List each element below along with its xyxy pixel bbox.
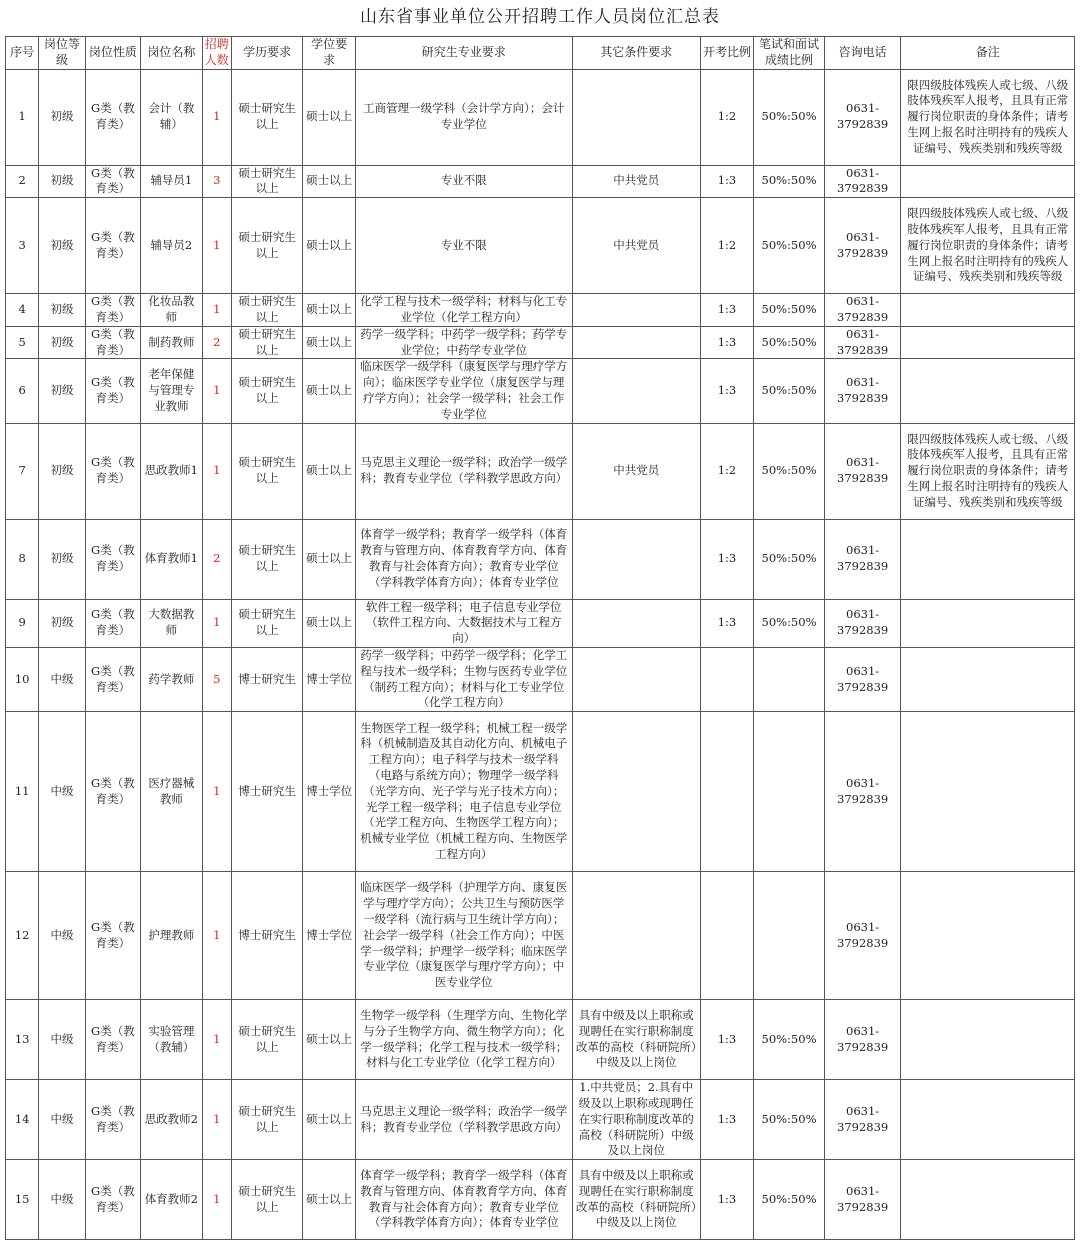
- table-row: [6, 519, 1075, 599]
- remark-cell: [901, 712, 1075, 872]
- post-level-cell: 中级: [39, 1160, 85, 1240]
- recruit-count-cell: 1: [202, 294, 231, 327]
- degree-req-cell: 博士学位: [303, 647, 355, 711]
- exam-ratio-cell: 1:3: [700, 1160, 753, 1240]
- table-row: [6, 1000, 1075, 1080]
- phone-cell: 0631-3792839: [824, 326, 901, 359]
- table-row: [6, 294, 1075, 327]
- row-number-cell: 2: [6, 165, 39, 198]
- major-req-cell: 生物学一级学科（生理学方向、生物化学与分子生物学方向、微生物学方向）；化学一级学科；化学工程与技术一级学科；材料与化工专业学位（化学工程方向）: [355, 1000, 572, 1080]
- remark-cell: [901, 647, 1075, 711]
- post-level-cell: 初级: [39, 359, 85, 423]
- education-req-cell: 硕士研究生以上: [231, 294, 303, 327]
- score-ratio-cell: [754, 647, 825, 711]
- table-row: [6, 1160, 1075, 1240]
- exam-ratio-cell: [700, 872, 753, 1000]
- post-level-cell: 初级: [39, 423, 85, 519]
- recruit-count-cell: 1: [202, 198, 231, 294]
- post-name-cell: 体育教师1: [141, 519, 203, 599]
- positions-table: [5, 36, 1075, 1240]
- post-name-cell: 医疗器械教师: [141, 712, 203, 872]
- degree-req-cell: 硕士以上: [303, 198, 355, 294]
- phone-cell: 0631-3792839: [824, 198, 901, 294]
- phone-cell: 0631-3792839: [824, 599, 901, 647]
- col-header: 岗位等级: [39, 37, 85, 70]
- other-req-cell: [572, 359, 700, 423]
- education-req-cell: 硕士研究生以上: [231, 359, 303, 423]
- education-req-cell: 硕士研究生以上: [231, 326, 303, 359]
- table-row: [6, 326, 1075, 359]
- degree-req-cell: 硕士以上: [303, 1160, 355, 1240]
- remark-cell: [901, 359, 1075, 423]
- table-row: [6, 647, 1075, 711]
- degree-req-cell: 博士学位: [303, 712, 355, 872]
- col-header: 学位要求: [303, 37, 355, 70]
- exam-ratio-cell: [700, 647, 753, 711]
- header-row: [6, 37, 1075, 70]
- col-header: 岗位性质: [85, 37, 140, 70]
- phone-cell: 0631-3792839: [824, 647, 901, 711]
- degree-req-cell: 博士学位: [303, 872, 355, 1000]
- education-req-cell: 硕士研究生以上: [231, 519, 303, 599]
- remark-cell: 限四级肢体残疾人或七级、八级肢体残疾军人报考，且具有正常履行岗位职责的身体条件；请考生网上报名时注明持有的残疾人证编号、残疾类别和残疾等级: [901, 69, 1075, 165]
- row-number-cell: 14: [6, 1080, 39, 1160]
- post-type-cell: G类（教育类）: [85, 519, 140, 599]
- post-name-cell: 护理教师: [141, 872, 203, 1000]
- remark-cell: [901, 872, 1075, 1000]
- phone-cell: 0631-3792839: [824, 359, 901, 423]
- col-header: 开考比例: [700, 37, 753, 70]
- phone-cell: 0631-3792839: [824, 165, 901, 198]
- exam-ratio-cell: 1:2: [700, 69, 753, 165]
- row-number-cell: 8: [6, 519, 39, 599]
- education-req-cell: 硕士研究生以上: [231, 198, 303, 294]
- post-type-cell: G类（教育类）: [85, 599, 140, 647]
- exam-ratio-cell: 1:3: [700, 294, 753, 327]
- col-header: 岗位名称: [141, 37, 203, 70]
- row-number-cell: 4: [6, 294, 39, 327]
- post-level-cell: 初级: [39, 165, 85, 198]
- table-row: [6, 1080, 1075, 1160]
- phone-cell: 0631-3792839: [824, 69, 901, 165]
- education-req-cell: 硕士研究生以上: [231, 69, 303, 165]
- post-type-cell: G类（教育类）: [85, 1000, 140, 1080]
- table-body: [6, 69, 1075, 1240]
- other-req-cell: 具有中级及以上职称或现聘任在实行职称制度改革的高校（科研院所）中级及以上岗位: [572, 1000, 700, 1080]
- education-req-cell: 硕士研究生以上: [231, 423, 303, 519]
- degree-req-cell: 硕士以上: [303, 1000, 355, 1080]
- post-level-cell: 中级: [39, 1000, 85, 1080]
- table-row: [6, 712, 1075, 872]
- education-req-cell: 硕士研究生以上: [231, 599, 303, 647]
- table-row: [6, 198, 1075, 294]
- col-header: 备注: [901, 37, 1075, 70]
- post-level-cell: 中级: [39, 1080, 85, 1160]
- post-name-cell: 药学教师: [141, 647, 203, 711]
- other-req-cell: [572, 712, 700, 872]
- post-level-cell: 初级: [39, 519, 85, 599]
- major-req-cell: 药学一级学科；中药学一级学科；药学专业学位；中药学专业学位: [355, 326, 572, 359]
- phone-cell: 0631-3792839: [824, 294, 901, 327]
- score-ratio-cell: 50%:50%: [754, 326, 825, 359]
- post-level-cell: 中级: [39, 647, 85, 711]
- col-header: 研究生专业要求: [355, 37, 572, 70]
- other-req-cell: 中共党员: [572, 165, 700, 198]
- remark-cell: [901, 1000, 1075, 1080]
- major-req-cell: 专业不限: [355, 198, 572, 294]
- major-req-cell: 软件工程一级学科；电子信息专业学位（软件工程方向、大数据技术与工程方向）: [355, 599, 572, 647]
- recruit-count-cell: 1: [202, 1000, 231, 1080]
- remark-cell: [901, 1080, 1075, 1160]
- post-level-cell: 初级: [39, 599, 85, 647]
- recruit-count-cell: 1: [202, 1160, 231, 1240]
- exam-ratio-cell: 1:2: [700, 423, 753, 519]
- recruit-count-cell: 3: [202, 165, 231, 198]
- post-type-cell: G类（教育类）: [85, 647, 140, 711]
- col-header: 序号: [6, 37, 39, 70]
- post-name-cell: 实验管理（教辅）: [141, 1000, 203, 1080]
- other-req-cell: [572, 326, 700, 359]
- education-req-cell: 博士研究生: [231, 712, 303, 872]
- post-level-cell: 初级: [39, 198, 85, 294]
- exam-ratio-cell: 1:3: [700, 519, 753, 599]
- score-ratio-cell: 50%:50%: [754, 1080, 825, 1160]
- col-header: 学历要求: [231, 37, 303, 70]
- education-req-cell: 硕士研究生以上: [231, 165, 303, 198]
- degree-req-cell: 硕士以上: [303, 294, 355, 327]
- table-row: [6, 599, 1075, 647]
- degree-req-cell: 硕士以上: [303, 359, 355, 423]
- phone-cell: 0631-3792839: [824, 872, 901, 1000]
- row-number-cell: 10: [6, 647, 39, 711]
- score-ratio-cell: 50%:50%: [754, 359, 825, 423]
- education-req-cell: 硕士研究生以上: [231, 1160, 303, 1240]
- row-number-cell: 15: [6, 1160, 39, 1240]
- other-req-cell: [572, 294, 700, 327]
- score-ratio-cell: [754, 872, 825, 1000]
- exam-ratio-cell: 1:3: [700, 326, 753, 359]
- post-name-cell: 制药教师: [141, 326, 203, 359]
- education-req-cell: 硕士研究生以上: [231, 1080, 303, 1160]
- recruit-count-cell: 1: [202, 69, 231, 165]
- row-number-cell: 11: [6, 712, 39, 872]
- major-req-cell: 专业不限: [355, 165, 572, 198]
- other-req-cell: 具有中级及以上职称或现聘任在实行职称制度改革的高校（科研院所）中级及以上岗位: [572, 1160, 700, 1240]
- score-ratio-cell: 50%:50%: [754, 599, 825, 647]
- score-ratio-cell: 50%:50%: [754, 69, 825, 165]
- score-ratio-cell: 50%:50%: [754, 423, 825, 519]
- phone-cell: 0631-3792839: [824, 1000, 901, 1080]
- recruit-count-cell: 1: [202, 1080, 231, 1160]
- exam-ratio-cell: 1:3: [700, 359, 753, 423]
- degree-req-cell: 硕士以上: [303, 423, 355, 519]
- post-level-cell: 初级: [39, 294, 85, 327]
- remark-cell: 限四级肢体残疾人或七级、八级肢体残疾军人报考，且具有正常履行岗位职责的身体条件；请考生网上报名时注明持有的残疾人证编号、残疾类别和残疾等级: [901, 198, 1075, 294]
- remark-cell: [901, 519, 1075, 599]
- other-req-cell: 中共党员: [572, 198, 700, 294]
- major-req-cell: 临床医学一级学科（护理学方向、康复医学与理疗学方向）；公共卫生与预防医学一级学科（流行病与卫生统计学方向）；社会学一级学科（社会工作方向）；中医学一级学科；护理学一级学科；临床医学专业学位（康复医学与理疗学方向）；中医专业学位: [355, 872, 572, 1000]
- post-level-cell: 中级: [39, 872, 85, 1000]
- score-ratio-cell: 50%:50%: [754, 294, 825, 327]
- post-name-cell: 老年保健与管理专业教师: [141, 359, 203, 423]
- exam-ratio-cell: 1:3: [700, 599, 753, 647]
- education-req-cell: 博士研究生: [231, 872, 303, 1000]
- remark-cell: 限四级肢体残疾人或七级、八级肢体残疾军人报考，且具有正常履行岗位职责的身体条件；请考生网上报名时注明持有的残疾人证编号、残疾类别和残疾等级: [901, 423, 1075, 519]
- recruit-count-cell: 1: [202, 599, 231, 647]
- remark-cell: [901, 165, 1075, 198]
- other-req-cell: [572, 519, 700, 599]
- exam-ratio-cell: [700, 712, 753, 872]
- post-name-cell: 辅导员2: [141, 198, 203, 294]
- table-row: [6, 423, 1075, 519]
- col-header: 招聘人数: [202, 37, 231, 70]
- phone-cell: 0631-3792839: [824, 1080, 901, 1160]
- post-type-cell: G类（教育类）: [85, 326, 140, 359]
- score-ratio-cell: 50%:50%: [754, 519, 825, 599]
- major-req-cell: 药学一级学科；中药学一级学科；化学工程与技术一级学科；生物与医药专业学位（制药工程方向）；材料与化工专业学位（化学工程方向）: [355, 647, 572, 711]
- recruit-count-cell: 1: [202, 423, 231, 519]
- degree-req-cell: 硕士以上: [303, 69, 355, 165]
- phone-cell: 0631-3792839: [824, 423, 901, 519]
- score-ratio-cell: [754, 712, 825, 872]
- major-req-cell: 生物医学工程一级学科；机械工程一级学科（机械制造及其自动化方向、机械电子工程方向）；电子科学与技术一级学科（电路与系统方向）；物理学一级学科（光学方向、光子学与光子技术方向）；光学工程一级学科；电子信息专业学位（光学工程方向、生物医学工程方向）；机械专业学位（机械工程方向、生物医学工程方向）: [355, 712, 572, 872]
- major-req-cell: 马克思主义理论一级学科；政治学一级学科；教育专业学位（学科教学思政方向）: [355, 423, 572, 519]
- phone-cell: 0631-3792839: [824, 1160, 901, 1240]
- col-header: 咨询电话: [824, 37, 901, 70]
- post-type-cell: G类（教育类）: [85, 1080, 140, 1160]
- degree-req-cell: 硕士以上: [303, 326, 355, 359]
- post-type-cell: G类（教育类）: [85, 712, 140, 872]
- major-req-cell: 化学工程与技术一级学科；材料与化工专业学位（化学工程方向）: [355, 294, 572, 327]
- post-type-cell: G类（教育类）: [85, 198, 140, 294]
- post-name-cell: 大数据教师: [141, 599, 203, 647]
- major-req-cell: 体育学一级学科；教育学一级学科（体育教育与管理方向、体育教育学方向、体育教育与社会体育方向）；教育专业学位（学科教学体育方向）；体育专业学位: [355, 519, 572, 599]
- major-req-cell: 临床医学一级学科（康复医学与理疗学方向）；临床医学专业学位（康复医学与理疗学方向）；社会学一级学科；社会工作专业学位: [355, 359, 572, 423]
- post-type-cell: G类（教育类）: [85, 359, 140, 423]
- recruit-count-cell: 1: [202, 359, 231, 423]
- row-number-cell: 12: [6, 872, 39, 1000]
- post-type-cell: G类（教育类）: [85, 69, 140, 165]
- other-req-cell: [572, 69, 700, 165]
- post-name-cell: 辅导员1: [141, 165, 203, 198]
- degree-req-cell: 硕士以上: [303, 1080, 355, 1160]
- table-row: [6, 359, 1075, 423]
- score-ratio-cell: 50%:50%: [754, 165, 825, 198]
- exam-ratio-cell: 1:3: [700, 165, 753, 198]
- remark-cell: [901, 294, 1075, 327]
- recruit-count-cell: 1: [202, 712, 231, 872]
- remark-cell: [901, 1160, 1075, 1240]
- table-row: [6, 165, 1075, 198]
- post-type-cell: G类（教育类）: [85, 872, 140, 1000]
- recruit-count-cell: 2: [202, 519, 231, 599]
- post-type-cell: G类（教育类）: [85, 1160, 140, 1240]
- row-number-cell: 3: [6, 198, 39, 294]
- education-req-cell: 博士研究生: [231, 647, 303, 711]
- exam-ratio-cell: 1:3: [700, 1000, 753, 1080]
- recruit-count-cell: 2: [202, 326, 231, 359]
- remark-cell: [901, 326, 1075, 359]
- row-number-cell: 1: [6, 69, 39, 165]
- post-level-cell: 中级: [39, 712, 85, 872]
- table-row: [6, 69, 1075, 165]
- post-level-cell: 初级: [39, 69, 85, 165]
- degree-req-cell: 硕士以上: [303, 519, 355, 599]
- post-name-cell: 体育教师2: [141, 1160, 203, 1240]
- phone-cell: 0631-3792839: [824, 712, 901, 872]
- score-ratio-cell: 50%:50%: [754, 198, 825, 294]
- major-req-cell: 马克思主义理论一级学科；政治学一级学科；教育专业学位（学科教学思政方向）: [355, 1080, 572, 1160]
- row-number-cell: 9: [6, 599, 39, 647]
- major-req-cell: 工商管理一级学科（会计学方向）；会计专业学位: [355, 69, 572, 165]
- recruit-count-cell: 5: [202, 647, 231, 711]
- education-req-cell: 硕士研究生以上: [231, 1000, 303, 1080]
- other-req-cell: 中共党员: [572, 423, 700, 519]
- post-type-cell: G类（教育类）: [85, 423, 140, 519]
- post-type-cell: G类（教育类）: [85, 294, 140, 327]
- row-number-cell: 5: [6, 326, 39, 359]
- page-title: 山东省事业单位公开招聘工作人员岗位汇总表: [360, 7, 720, 27]
- exam-ratio-cell: 1:2: [700, 198, 753, 294]
- recruit-count-cell: 1: [202, 872, 231, 1000]
- post-name-cell: 化妆品教师: [141, 294, 203, 327]
- col-header: 笔试和面试成绩比例: [754, 37, 825, 70]
- post-name-cell: 思政教师1: [141, 423, 203, 519]
- row-number-cell: 7: [6, 423, 39, 519]
- row-number-cell: 6: [6, 359, 39, 423]
- remark-cell: [901, 599, 1075, 647]
- score-ratio-cell: 50%:50%: [754, 1000, 825, 1080]
- other-req-cell: [572, 647, 700, 711]
- post-name-cell: 会计（教辅）: [141, 69, 203, 165]
- other-req-cell: [572, 599, 700, 647]
- row-number-cell: 13: [6, 1000, 39, 1080]
- degree-req-cell: 硕士以上: [303, 599, 355, 647]
- exam-ratio-cell: 1:3: [700, 1080, 753, 1160]
- col-header: 其它条件要求: [572, 37, 700, 70]
- other-req-cell: [572, 872, 700, 1000]
- post-name-cell: 思政教师2: [141, 1080, 203, 1160]
- phone-cell: 0631-3792839: [824, 519, 901, 599]
- other-req-cell: 1.中共党员；2.具有中级及以上职称或现聘任在实行职称制度改革的高校（科研院所）中级及以上岗位: [572, 1080, 700, 1160]
- post-type-cell: G类（教育类）: [85, 165, 140, 198]
- degree-req-cell: 硕士以上: [303, 165, 355, 198]
- table-row: [6, 872, 1075, 1000]
- major-req-cell: 体育学一级学科；教育学一级学科（体育教育与管理方向、体育教育学方向、体育教育与社会体育方向）；教育专业学位（学科教学体育方向）；体育专业学位: [355, 1160, 572, 1240]
- score-ratio-cell: 50%:50%: [754, 1160, 825, 1240]
- post-level-cell: 初级: [39, 326, 85, 359]
